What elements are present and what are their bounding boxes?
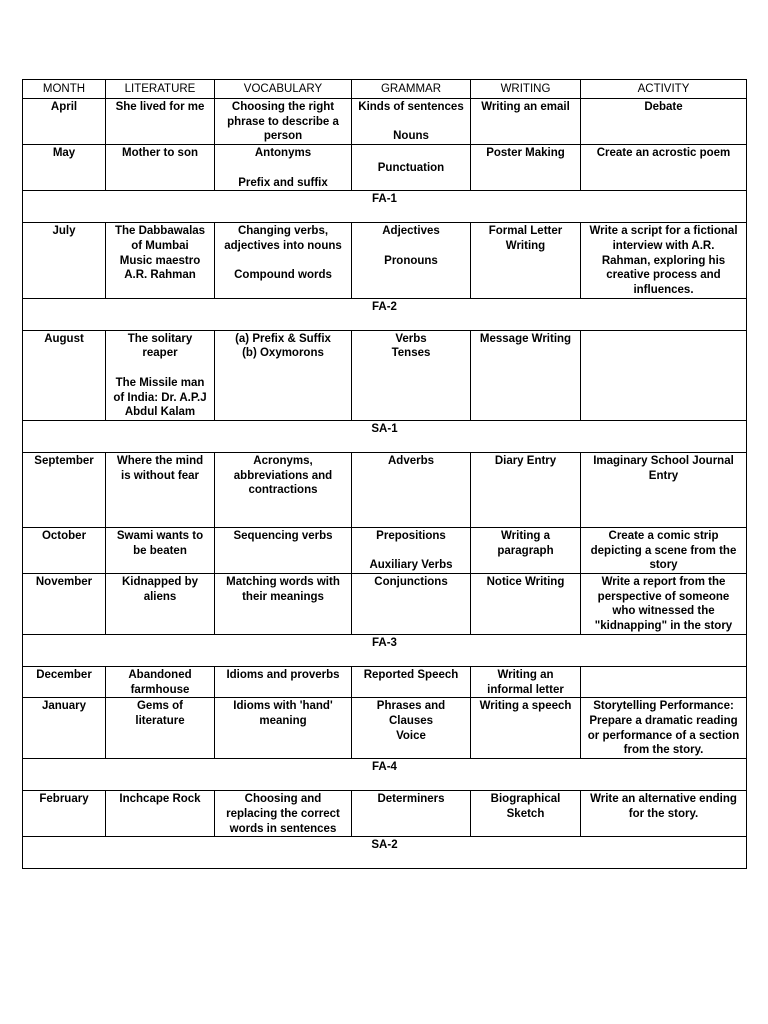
- header-grammar: GRAMMAR: [352, 80, 471, 99]
- cell-vocabulary: Idioms with 'hand' meaning: [215, 698, 352, 759]
- cell-vocabulary: Choosing the right phrase to describe a person: [215, 99, 352, 145]
- syllabus-table: [22, 79, 747, 869]
- cell-vocabulary: (a) Prefix & Suffix (b) Oxymorons: [215, 330, 352, 420]
- table-body: [23, 99, 747, 869]
- cell-writing: Notice Writing: [471, 574, 581, 635]
- table-row: [23, 574, 747, 635]
- cell-activity: Create an acrostic poem: [581, 145, 747, 191]
- cell-activity: Imaginary School Journal Entry: [581, 452, 747, 527]
- header-month: MONTH: [23, 80, 106, 99]
- cell-activity: Write a report from the perspective of someone who witnessed the "kidnapping" in the story: [581, 574, 747, 635]
- header-writing: WRITING: [471, 80, 581, 99]
- assessment-row: [23, 191, 747, 223]
- cell-writing: Message Writing: [471, 330, 581, 420]
- cell-writing: Diary Entry: [471, 452, 581, 527]
- cell-vocabulary: Changing verbs, adjectives into nouns Compound words: [215, 223, 352, 299]
- assessment-label: SA-2: [23, 837, 747, 869]
- assessment-label: FA-1: [23, 191, 747, 223]
- cell-vocabulary: Idioms and proverbs: [215, 666, 352, 697]
- cell-writing: Biographical Sketch: [471, 791, 581, 837]
- cell-activity: Create a comic strip depicting a scene from the story: [581, 527, 747, 573]
- cell-literature: Gems of literature: [106, 698, 215, 759]
- cell-month: February: [23, 791, 106, 837]
- assessment-label: FA-4: [23, 759, 747, 791]
- assessment-row: [23, 837, 747, 869]
- cell-month: May: [23, 145, 106, 191]
- cell-activity: Write an alternative ending for the story.: [581, 791, 747, 837]
- cell-literature: Inchcape Rock: [106, 791, 215, 837]
- cell-activity: Debate: [581, 99, 747, 145]
- cell-writing: Writing a paragraph: [471, 527, 581, 573]
- cell-literature: The solitary reaper The Missile man of India: Dr. A.P.J Abdul Kalam: [106, 330, 215, 420]
- cell-writing: Writing an email: [471, 99, 581, 145]
- cell-grammar: Adjectives Pronouns: [352, 223, 471, 299]
- cell-grammar: Conjunctions: [352, 574, 471, 635]
- cell-activity: [581, 666, 747, 697]
- assessment-row: [23, 634, 747, 666]
- table-row: [23, 145, 747, 191]
- cell-month: January: [23, 698, 106, 759]
- cell-writing: Writing an informal letter: [471, 666, 581, 697]
- cell-writing: Poster Making: [471, 145, 581, 191]
- cell-activity: Storytelling Performance: Prepare a dramatic reading or performance of a section from the story.: [581, 698, 747, 759]
- cell-literature: The Dabbawalas of Mumbai Music maestro A.R. Rahman: [106, 223, 215, 299]
- cell-month: August: [23, 330, 106, 420]
- cell-literature: Where the mind is without fear: [106, 452, 215, 527]
- cell-vocabulary: Sequencing verbs: [215, 527, 352, 573]
- cell-grammar: Determiners: [352, 791, 471, 837]
- cell-literature: She lived for me: [106, 99, 215, 145]
- cell-literature: Mother to son: [106, 145, 215, 191]
- table-row: [23, 330, 747, 420]
- cell-grammar: Reported Speech: [352, 666, 471, 697]
- cell-writing: Formal Letter Writing: [471, 223, 581, 299]
- cell-grammar: Adverbs: [352, 452, 471, 527]
- cell-month: July: [23, 223, 106, 299]
- cell-grammar: Prepositions Auxiliary Verbs: [352, 527, 471, 573]
- assessment-label: FA-2: [23, 298, 747, 330]
- cell-vocabulary: Antonyms Prefix and suffix: [215, 145, 352, 191]
- table-row: [23, 791, 747, 837]
- table-row: [23, 452, 747, 527]
- header-vocabulary: VOCABULARY: [215, 80, 352, 99]
- assessment-label: FA-3: [23, 634, 747, 666]
- cell-literature: Swami wants to be beaten: [106, 527, 215, 573]
- cell-activity: [581, 330, 747, 420]
- cell-writing: Writing a speech: [471, 698, 581, 759]
- cell-vocabulary: Matching words with their meanings: [215, 574, 352, 635]
- cell-month: April: [23, 99, 106, 145]
- cell-month: December: [23, 666, 106, 697]
- assessment-row: [23, 298, 747, 330]
- cell-vocabulary: Choosing and replacing the correct words in sentences: [215, 791, 352, 837]
- assessment-row: [23, 420, 747, 452]
- header-literature: LITERATURE: [106, 80, 215, 99]
- cell-grammar: Punctuation: [352, 145, 471, 191]
- header-row: [23, 80, 747, 99]
- table-row: [23, 99, 747, 145]
- table-row: [23, 698, 747, 759]
- table-row: [23, 527, 747, 573]
- assessment-row: [23, 759, 747, 791]
- cell-month: November: [23, 574, 106, 635]
- cell-month: September: [23, 452, 106, 527]
- cell-vocabulary: Acronyms, abbreviations and contractions: [215, 452, 352, 527]
- cell-month: October: [23, 527, 106, 573]
- cell-literature: Kidnapped by aliens: [106, 574, 215, 635]
- header-activity: ACTIVITY: [581, 80, 747, 99]
- assessment-label: SA-1: [23, 420, 747, 452]
- table-row: [23, 666, 747, 697]
- cell-grammar: Verbs Tenses: [352, 330, 471, 420]
- cell-grammar: Phrases and Clauses Voice: [352, 698, 471, 759]
- cell-grammar: Kinds of sentences Nouns: [352, 99, 471, 145]
- table-row: [23, 223, 747, 299]
- cell-activity: Write a script for a fictional interview with A.R. Rahman, exploring his creative process and influences.: [581, 223, 747, 299]
- cell-literature: Abandoned farmhouse: [106, 666, 215, 697]
